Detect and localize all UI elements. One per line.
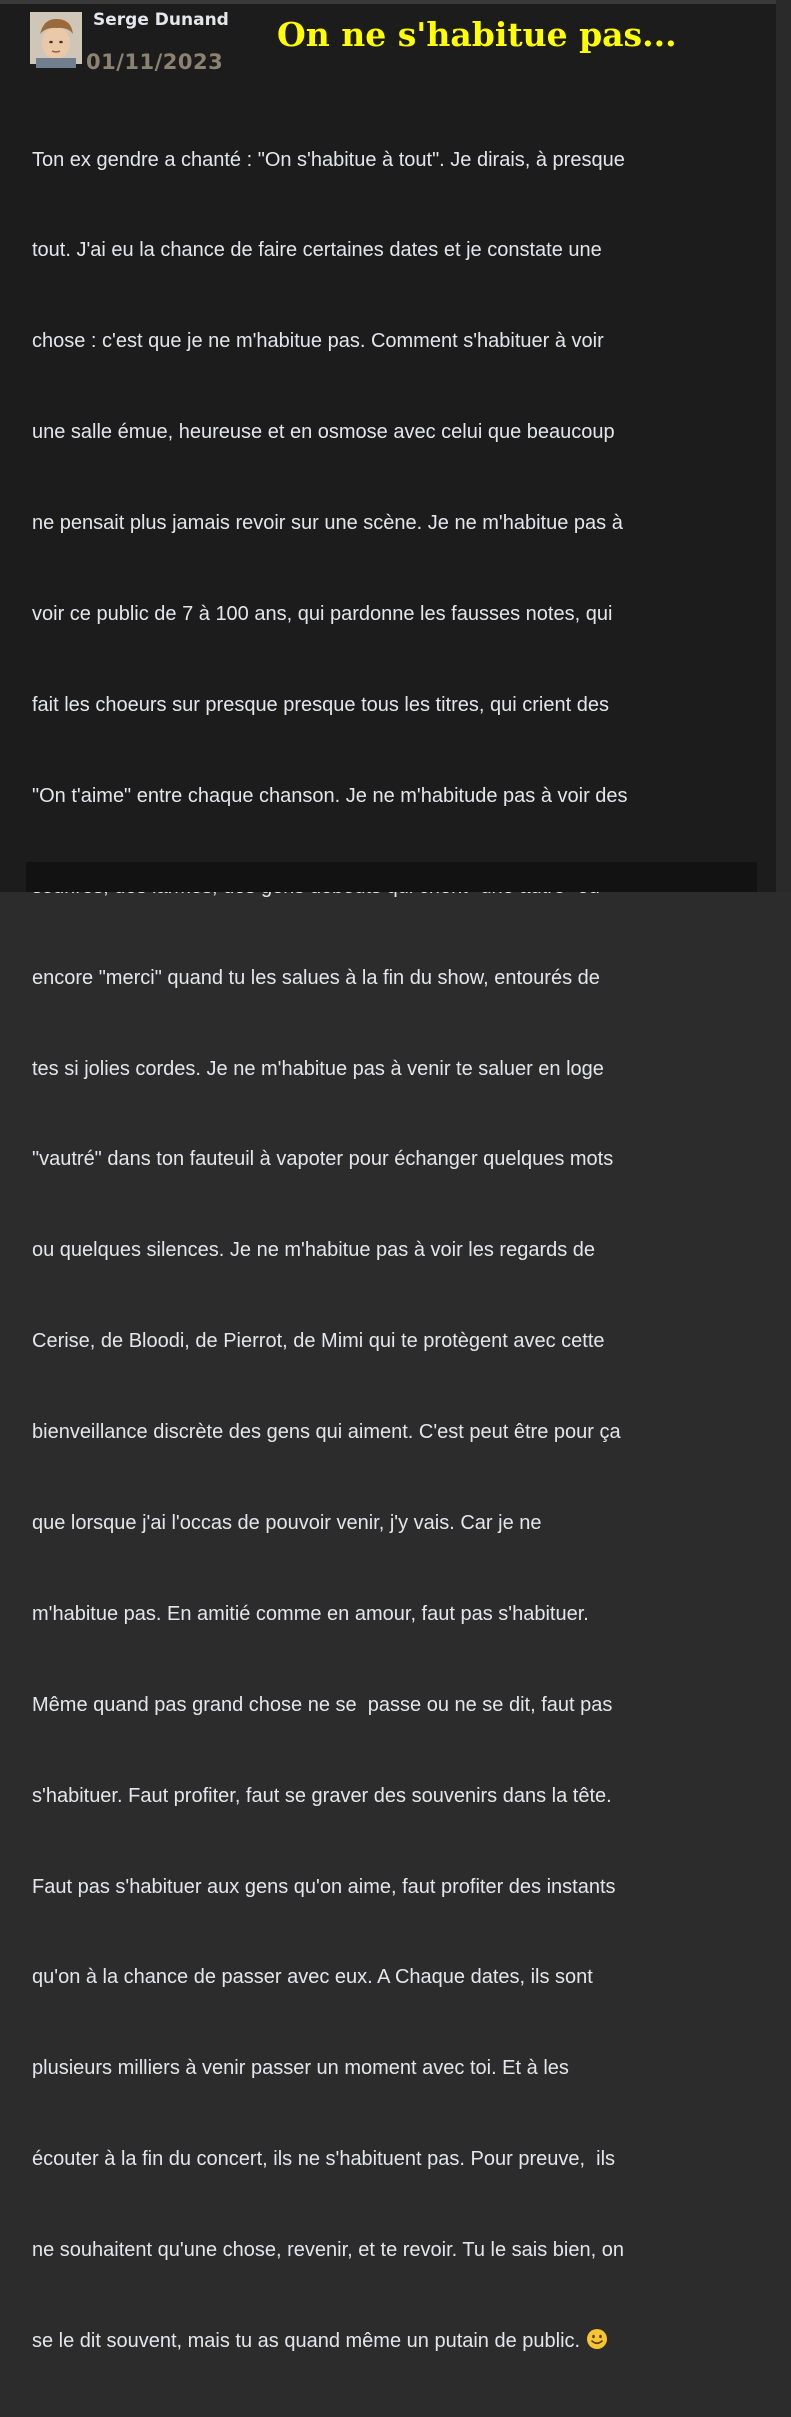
body-line: écouter à la fin du concert, ils ne s'habituent pas. Pour preuve, ils [32,2148,616,2171]
body-line: encore "merci" quand tu les salues à la fin du show, entourés de [32,966,600,989]
body-line: que lorsque j'ai l'occas de pouvoir venir, j'y vais. Car je ne [32,1511,542,1534]
body-line: s'habituer. Faut profiter, faut se graver des souvenirs dans la tête. [32,1784,612,1807]
body-line: plusieurs milliers à venir passer un moment avec toi. Et à les [32,2057,569,2080]
bottom-bar [26,862,757,892]
body-line-last [32,2326,747,2356]
body-line: fait les choeurs sur presque presque tous les titres, qui crient des [32,693,609,716]
smiling-face-icon [586,2328,608,2350]
body-line: "On t'aime" entre chaque chanson. Je ne m'habitude pas à voir des [32,784,628,807]
top-divider [0,0,791,4]
body-line: ne pensait plus jamais revoir sur une scène. Je ne m'habitue pas à [32,512,623,535]
post-date[interactable]: 01/11/2023 [86,50,224,74]
body-line: Cerise, de Bloodi, de Pierrot, de Mimi qui te protègent avec cette [32,1330,605,1353]
body-line: voir ce public de 7 à 100 ans, qui pardonne les fausses notes, qui [32,603,613,626]
post-headline: On ne s'habitue pas... [277,15,677,54]
post-body [32,84,747,2417]
body-line: Ton ex gendre a chanté : "On s'habitue à tout". Je dirais, à presque [32,148,625,171]
body-line: m'habitue pas. En amitié comme en amour, faut pas s'habituer. [32,1602,589,1625]
body-line: tout. J'ai eu la chance de faire certaines dates et je constate une [32,239,602,262]
avatar-photo [30,12,82,64]
body-line: Faut pas s'habituer aux gens qu'on aime, faut profiter des instants [32,1875,616,1898]
avatar[interactable] [30,12,82,64]
body-line: bienveillance discrète des gens qui aiment. C'est peut être pour ça [32,1421,621,1444]
body-line: une salle émue, heureuse et en osmose avec celui que beaucoup [32,421,615,444]
body-line: tes si jolies cordes. Je ne m'habitue pas à venir te saluer en loge [32,1057,604,1080]
body-line: chose : c'est que je ne m'habitue pas. Comment s'habituer à voir [32,330,604,353]
author-name[interactable]: Serge Dunand [93,10,229,30]
body-line: ou quelques silences. Je ne m'habitue pas à voir les regards de [32,1239,596,1262]
right-edge-strip [776,0,791,892]
body-line: se le dit souvent, mais tu as quand même un putain de public. [32,2329,581,2352]
body-line: Même quand pas grand chose ne se passe ou ne se dit, faut pas [32,1693,613,1716]
body-line: qu'on à la chance de passer avec eux. A Chaque dates, ils sont [32,1966,593,1989]
body-line: ne souhaitent qu'une chose, revenir, et te revoir. Tu le sais bien, on [32,2239,624,2262]
body-line: "vautré" dans ton fauteuil à vapoter pour échanger quelques mots [32,1148,614,1171]
